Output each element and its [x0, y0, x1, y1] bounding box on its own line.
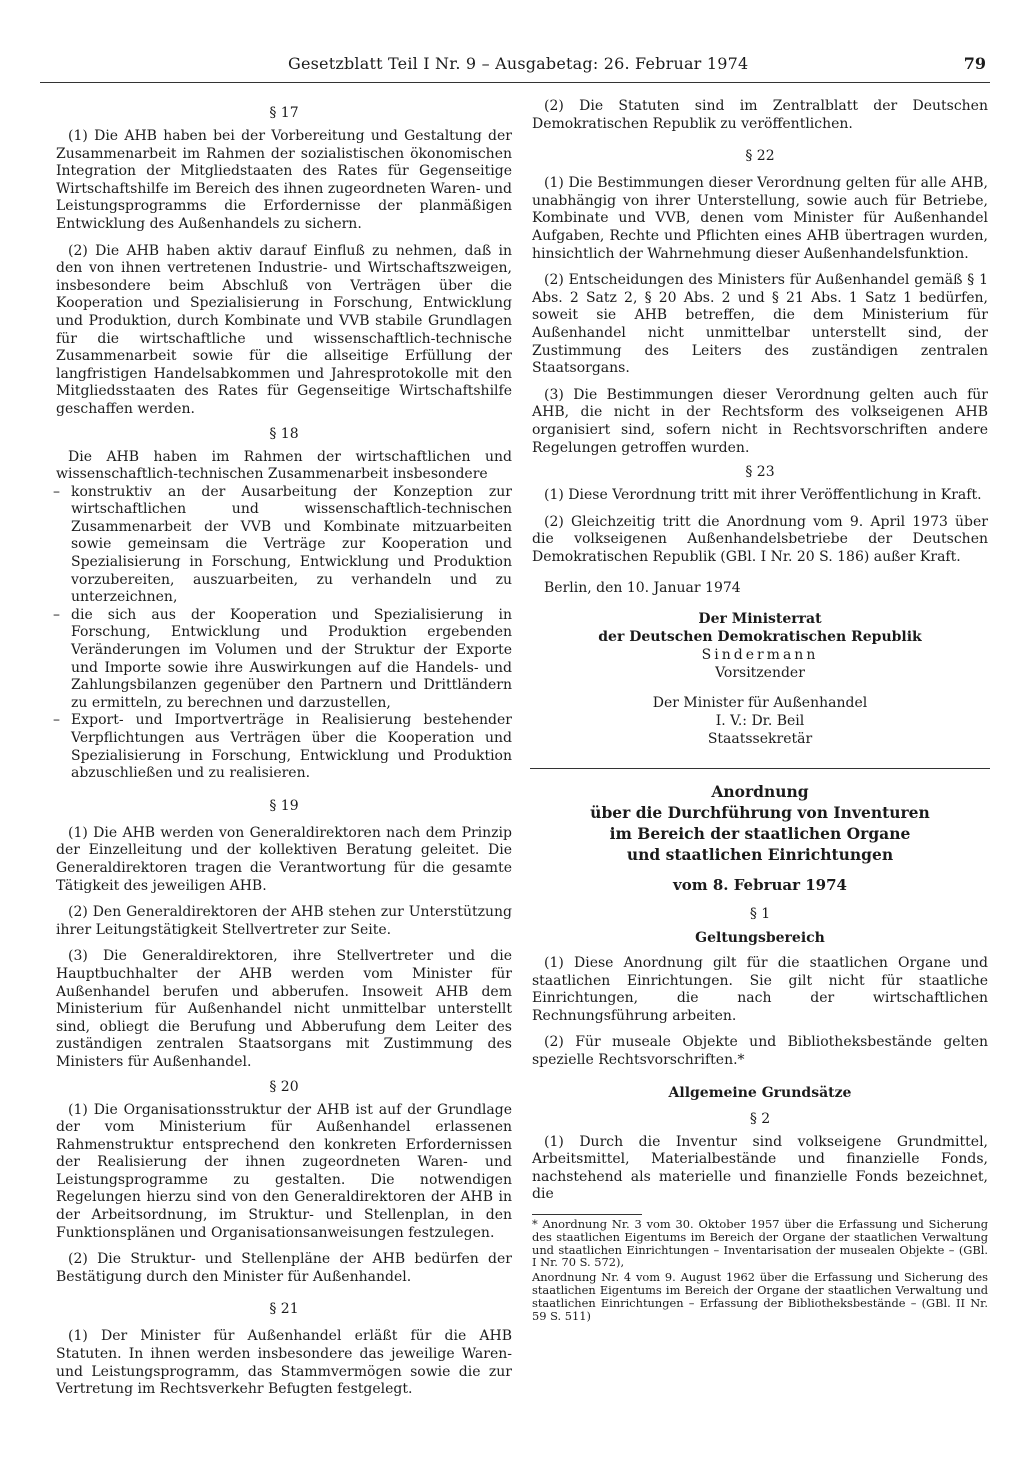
- paragraph: (2) Die AHB haben aktiv darauf Einfluß zu nehmen, daß in den von ihnen vertretenen Industrie- und Wirtschaftszweigen, insbesondere beim Abschluß von Verträgen über die Kooperation und Spezialisierung in Forschung, Entwicklung und Produktion, durch Kombinate und VVB stabile Grundlagen für die wirtschaftliche und wissenschaftlich-technische Zusammenarbeit sowie für die allseitige Erfüllung der langfristigen Handelsabkommen und Jahresprotokolle mit den Mitgliedsstaaten des Rates für Gegenseitige Wirtschaftshilfe geschaffen werden.: [56, 242, 512, 417]
- subheading: Geltungsbereich: [695, 930, 825, 947]
- section-heading-23: § 23: [745, 464, 775, 481]
- paragraph: (1) Die AHB haben bei der Vorbereitung und Gestaltung der Zusammenarbeit im Rahmen der sozialistischen ökonomischen Integration der Mitgliedstaaten des Rates für Gegenseitige Wirtschaftshilfe im Bereich des ihnen zugeordneten Waren- und Leistungsprogramms die Erfordernisse der planmäßigen Entwicklung des Außenhandels zu sichern.: [56, 128, 512, 232]
- signature-minister: Der Minister für Außenhandel: [652, 695, 868, 712]
- paragraph: (2) Entscheidungen des Ministers für Außenhandel gemäß § 1 Abs. 2 Satz 2, § 20 Abs. 2 und § 21 Abs. 1 Satz 1 bedürfen, soweit sie AHB betreffen, die dem Ministerium für Außenhandel nicht unmittelbar unterstellt sind, der Zustimmung des Leiters des zuständigen zentralen Staatsorgans.: [532, 272, 988, 377]
- section-heading-21: § 21: [269, 1301, 299, 1318]
- footnote: Anordnung Nr. 4 vom 9. August 1962 über die Erfassung und Sicherung des staatlichen Eigentums im Bereich der Organe der staatlichen Verwaltung und staatlichen Einrichtungen – Erfassung der Bibliotheksbestände – (GBl. II Nr. 59 S. 511): [532, 1270, 988, 1323]
- list-item: – konstruktiv an der Ausarbeitung der Konzeption zur wirtschaftlichen und wissenschaftlich-technischen Zusammenarbeit der VVB und Kombinate mitzuarbeiten sowie gemeinsam die Verträge zur Kooperation und Spezialisierung in Forschung, Entwicklung und Produktion vorzubereiten, auszuarbeiten, zu verhandeln und zu unterzeichnen,: [56, 484, 512, 607]
- document-title: und staatlichen Einrichtungen: [626, 845, 894, 865]
- document-title: Anordnung: [711, 782, 809, 802]
- page-number: 79: [963, 54, 986, 73]
- document-title: im Bereich der staatlichen Organe: [609, 824, 911, 844]
- section-divider: [530, 768, 990, 769]
- paragraph: (2) Den Generaldirektoren der AHB stehen zur Unterstützung ihrer Leitungstätigkeit Stellvertreter zur Seite.: [56, 904, 512, 938]
- section-heading-22: § 22: [745, 148, 775, 165]
- signature-name: Sindermann: [701, 647, 819, 664]
- list-item: – die sich aus der Kooperation und Spezialisierung in Forschung, Entwicklung und Produktion ergebenden Veränderungen im Volumen und der Struktur der Exporte und Importe sowie ihre Auswirkungen auf die Handels- und Zahlungsbilanzen gegenüber den Partnern und Drittländern zu ermitteln, zu berechnen und darzustellen,: [56, 607, 512, 713]
- paragraph: (2) Für museale Objekte und Bibliotheksbestände gelten spezielle Rechtsvorschriften.*: [532, 1034, 988, 1069]
- paragraph: Die AHB haben im Rahmen der wirtschaftlichen und wissenschaftlich-technischen Zusammenarbeit insbesondere: [56, 448, 512, 483]
- paragraph: (2) Gleichzeitig tritt die Anordnung vom 9. April 1973 über die volkseigenen Außenhandelsbetriebe der Deutschen Demokratischen Republik (GBl. I Nr. 20 S. 186) außer Kraft.: [532, 513, 988, 565]
- paragraph: (1) Der Minister für Außenhandel erläßt für die AHB Statuten. In ihnen werden insbesondere das jeweilige Waren- und Leistungsprogramm, das Stammvermögen sowie die zur Vertretung im Rechtsverkehr Befugten festgelegt.: [56, 1328, 512, 1398]
- signature-block: [532, 610, 988, 748]
- page-header: [40, 52, 990, 78]
- section-heading-19: § 19: [269, 797, 299, 814]
- paragraph: (1) Die AHB werden von Generaldirektoren nach dem Prinzip der Einzelleitung und der kollektiven Beratung geleitet. Die Generaldirektoren tragen die Verantwortung für die gesamte Tätigkeit des jeweiligen AHB.: [56, 824, 512, 894]
- section-heading-17: § 17: [269, 105, 299, 121]
- document-date: vom 8. Februar 1974: [673, 876, 847, 895]
- paragraph: (2) Die Struktur- und Stellenpläne der AHB bedürfen der Bestätigung durch den Minister für Außenhandel.: [56, 1251, 512, 1285]
- subheading: Allgemeine Grundsätze: [668, 1084, 852, 1101]
- place-date: Berlin, den 10. Januar 1974: [544, 580, 741, 597]
- paragraph: (1) Durch die Inventur sind volkseigene Grundmittel, Arbeitsmittel, Materialbestände und finanzielle Fonds, nachstehend als materielle und finanzielle Fonds bezeichnet, die: [532, 1133, 988, 1203]
- signature-name: I. V.: Dr. Beil: [715, 713, 805, 730]
- section-heading-20: § 20: [269, 1078, 299, 1095]
- section-heading-a1: § 1: [749, 906, 771, 923]
- right-column: [532, 98, 988, 1322]
- header-rule: [40, 82, 990, 83]
- paragraph: (1) Die Bestimmungen dieser Verordnung gelten für alle AHB, unabhängig von ihrer Unterstellung, sowie auch für Betriebe, Kombinate und VVB, denen vom Minister für Außenhandel Aufgaben, Rechte und Pflichten eines AHB übertragen wurden, hinsichtlich der Wahrnehmung dieser Außenhandelsfunktion.: [532, 175, 988, 262]
- paragraph: (3) Die Bestimmungen dieser Verordnung gelten auch für AHB, die nicht in der Rechtsform des volkseigenen AHB organisiert sind, sofern nicht in Rechtsvorschriften andere Regelungen getroffen wurden.: [532, 386, 988, 456]
- header-title: Gesetzblatt Teil I Nr. 9 – Ausgabetag: 26. Februar 1974: [288, 54, 749, 73]
- signature-org: der Deutschen Demokratischen Republik: [598, 629, 922, 646]
- footnote-rule: [532, 1214, 642, 1215]
- footnote: * Anordnung Nr. 3 vom 30. Oktober 1957 über die Erfassung und Sicherung des staatlichen Eigentums im Bereich der Organe der staatlichen Verwaltung und staatlichen Einrichtungen – Inventarisation der musealen Objekte – (GBl. I Nr. 70 S. 572),: [532, 1217, 988, 1270]
- signature-org: Der Ministerrat: [698, 611, 822, 628]
- signature-role: Vorsitzender: [715, 665, 805, 682]
- section-heading-18: § 18: [269, 425, 299, 442]
- left-column: [56, 98, 512, 1399]
- list-item: – Export- und Importverträge in Realisierung bestehender Verpflichtungen aus Verträgen über die Kooperation und Spezialisierung in Forschung, Entwicklung und Produktion abzuschließen und zu realisieren.: [56, 712, 512, 782]
- section-heading-a2: § 2: [749, 1110, 771, 1127]
- paragraph: (1) Diese Verordnung tritt mit ihrer Veröffentlichung in Kraft.: [544, 487, 982, 504]
- paragraph: (3) Die Generaldirektoren, ihre Stellvertreter und die Hauptbuchhalter der AHB werden vom Minister für Außenhandel berufen und abberufen. Insoweit AHB dem Ministerium für Außenhandel nicht unmittelbar unterstellt sind, obliegt die Berufung und Abberufung dem Leiter des zuständigen zentralen Staatsorgans mit Zustimmung des Ministers für Außenhandel.: [56, 948, 512, 1070]
- paragraph: (1) Die Organisationsstruktur der AHB ist auf der Grundlage der vom Ministerium für Außenhandel erlassenen Rahmenstruktur entsprechend den konkreten Erfordernissen der Realisierung der ihnen zugeordneten Waren- und Leistungsprogramme zu gestalten. Die notwendigen Regelungen hierzu sind von den Generaldirektoren der AHB in der Arbeitsordnung, im Struktur- und Stellenplan, in den Funktionsplänen und Organisationsanweisungen festzulegen.: [56, 1101, 512, 1241]
- paragraph: (1) Diese Anordnung gilt für die staatlichen Organe und staatlichen Einrichtungen. Sie gilt nicht für staatliche Einrichtungen, die nach der wirtschaftlichen Rechnungsführung arbeiten.: [532, 955, 988, 1024]
- document-title: über die Durchführung von Inventuren: [590, 803, 930, 823]
- paragraph: (2) Die Statuten sind im Zentralblatt der Deutschen Demokratischen Republik zu veröffentlichen.: [532, 98, 988, 132]
- signature-role: Staatssekretär: [707, 731, 813, 748]
